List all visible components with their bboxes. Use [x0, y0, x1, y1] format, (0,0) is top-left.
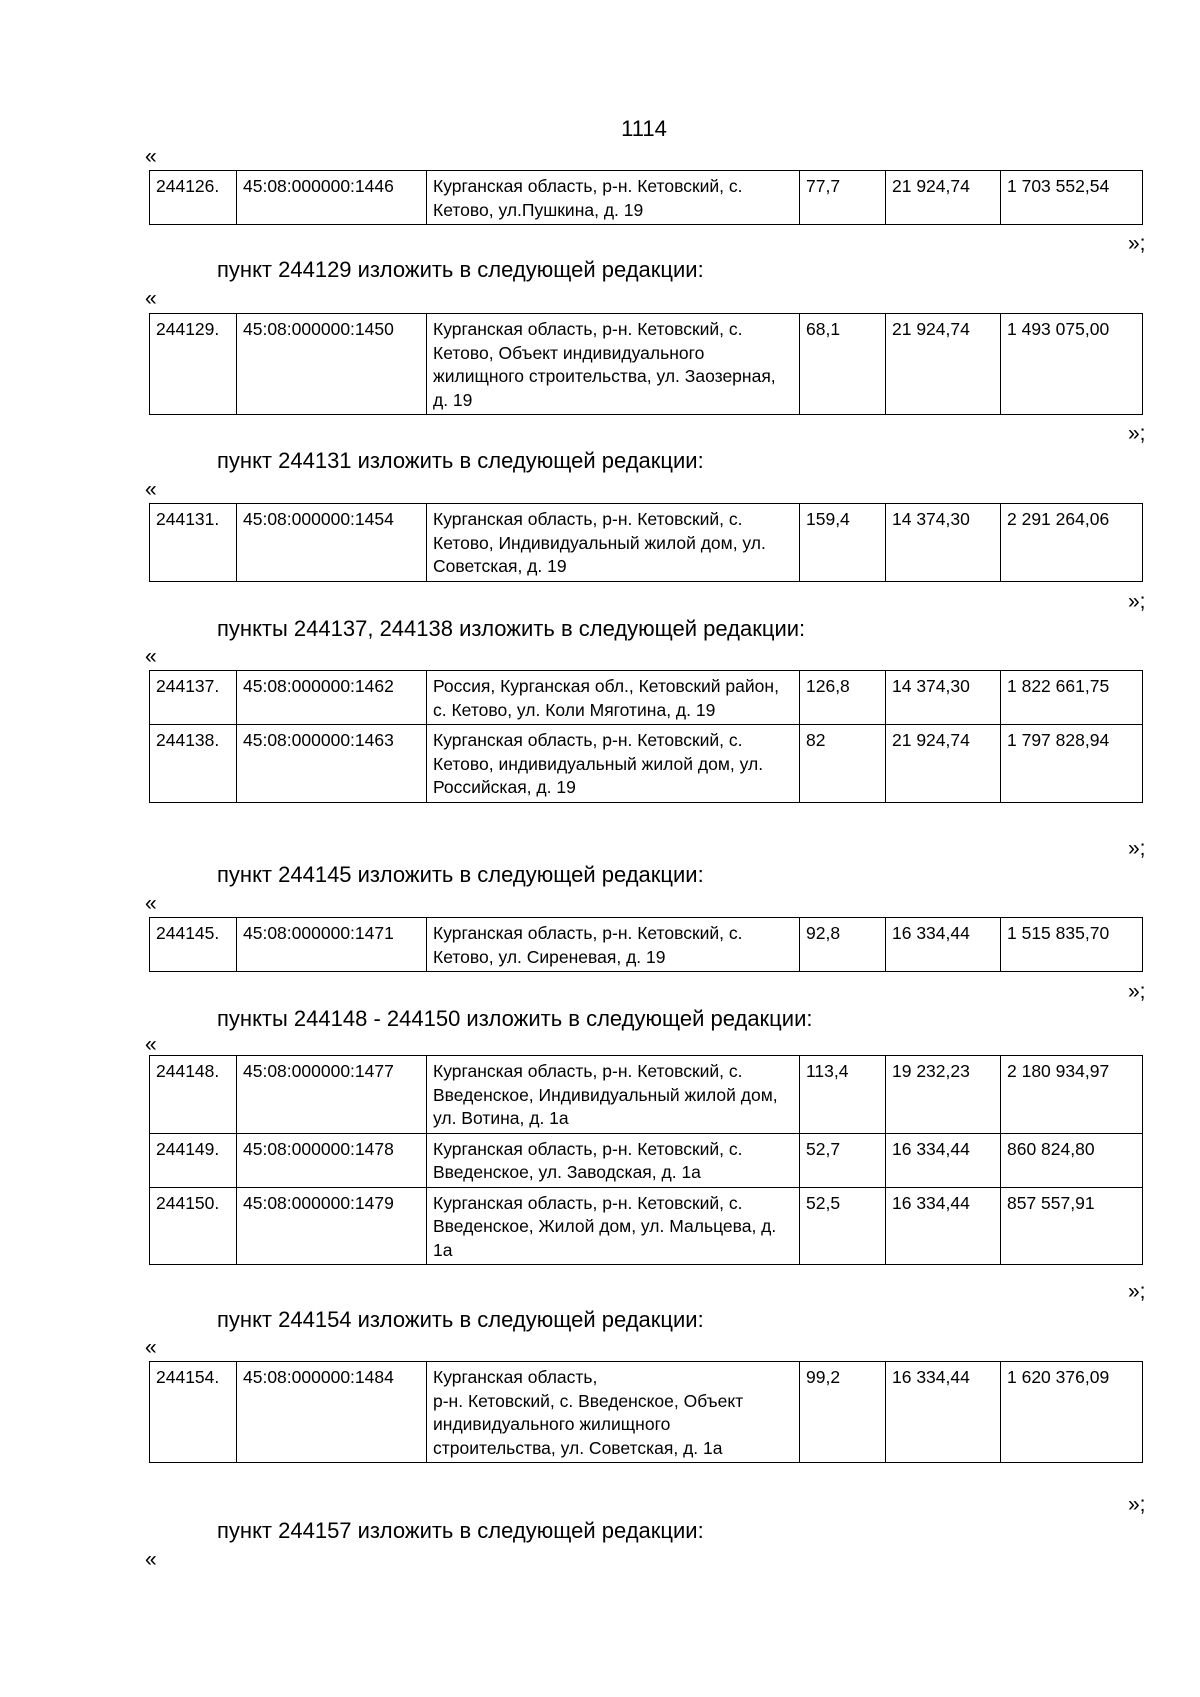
amendment-paragraph: пункт 244129 изложить в следующей редакции: — [217, 257, 704, 282]
rate: 19 232,23 — [886, 1056, 1001, 1134]
table-row — [150, 725, 1143, 803]
item-number: 244145. — [150, 918, 237, 972]
closing-quote: »; — [1128, 232, 1146, 255]
table-row — [150, 1133, 1143, 1187]
cadastral-value: 1 515 835,70 — [1001, 918, 1143, 972]
address: Курганская область, р-н. Кетовский, с. Введенское, Индивидуальный жилой дом, ул. Вотина, д. 1а — [427, 1056, 800, 1134]
table-row — [150, 504, 1143, 582]
amendment-paragraph: пункт 244157 изложить в следующей редакции: — [217, 1518, 704, 1543]
amendment-paragraph: пункт 244154 изложить в следующей редакции: — [217, 1307, 704, 1332]
address: Курганская область, р-н. Кетовский, с. Введенское, Объект индивидуального жилищного строительства, ул. Советская, д. 1а — [427, 1362, 800, 1463]
amendment-paragraph: пункт 244145 изложить в следующей редакции: — [217, 862, 704, 887]
area: 159,4 — [800, 504, 886, 582]
cadastral-value: 857 557,91 — [1001, 1187, 1143, 1265]
area: 82 — [800, 725, 886, 803]
closing-quote: »; — [1128, 1280, 1146, 1303]
table-row — [150, 171, 1143, 225]
opening-quote: « — [145, 145, 157, 168]
table-row — [150, 918, 1143, 972]
record-table — [149, 503, 1143, 582]
closing-quote: »; — [1128, 422, 1146, 445]
cadastral-number: 45:08:000000:1477 — [237, 1056, 427, 1134]
cadastral-number: 45:08:000000:1446 — [237, 171, 427, 225]
record-table — [149, 917, 1143, 972]
amendment-paragraph: пункты 244137, 244138 изложить в следующей редакции: — [217, 616, 806, 641]
table-row — [150, 1362, 1143, 1463]
cadastral-value: 1 797 828,94 — [1001, 725, 1143, 803]
cadastral-number: 45:08:000000:1463 — [237, 725, 427, 803]
area: 52,7 — [800, 1133, 886, 1187]
opening-quote: « — [145, 892, 157, 915]
closing-quote: »; — [1128, 590, 1146, 613]
record-table — [149, 1361, 1143, 1463]
rate: 21 924,74 — [886, 171, 1001, 225]
address: Курганская область, р-н. Кетовский, с. Кетово, Объект индивидуального жилищного строительства, ул. Заозерная, д. 19 — [427, 314, 800, 415]
table-row — [150, 671, 1143, 725]
closing-quote: »; — [1128, 980, 1146, 1003]
page-number: 1114 — [621, 116, 667, 141]
closing-quote: »; — [1128, 837, 1146, 860]
area: 68,1 — [800, 314, 886, 415]
rate: 14 374,30 — [886, 504, 1001, 582]
item-number: 244150. — [150, 1187, 237, 1265]
opening-quote: « — [145, 1548, 157, 1571]
item-number: 244154. — [150, 1362, 237, 1463]
item-number: 244137. — [150, 671, 237, 725]
table-row — [150, 1187, 1143, 1265]
item-number: 244148. — [150, 1056, 237, 1134]
address: Курганская область, р-н. Кетовский, с. Кетово, Индивидуальный жилой дом, ул. Советская, д. 19 — [427, 504, 800, 582]
item-number: 244149. — [150, 1133, 237, 1187]
rate: 16 334,44 — [886, 1133, 1001, 1187]
address: Россия, Курганская обл., Кетовский район, с. Кетово, ул. Коли Мяготина, д. 19 — [427, 671, 800, 725]
address: Курганская область, р-н. Кетовский, с. Кетово, ул.Пушкина, д. 19 — [427, 171, 800, 225]
area: 52,5 — [800, 1187, 886, 1265]
opening-quote: « — [145, 1033, 157, 1056]
area: 77,7 — [800, 171, 886, 225]
cadastral-value: 1 703 552,54 — [1001, 171, 1143, 225]
rate: 14 374,30 — [886, 671, 1001, 725]
record-table — [149, 670, 1143, 803]
cadastral-value: 1 493 075,00 — [1001, 314, 1143, 415]
cadastral-value: 2 291 264,06 — [1001, 504, 1143, 582]
amendment-paragraph: пункты 244148 - 244150 изложить в следующей редакции: — [217, 1006, 813, 1031]
cadastral-number: 45:08:000000:1484 — [237, 1362, 427, 1463]
closing-quote: »; — [1128, 1493, 1146, 1516]
opening-quote: « — [145, 478, 157, 501]
rate: 16 334,44 — [886, 1187, 1001, 1265]
item-number: 244126. — [150, 171, 237, 225]
cadastral-number: 45:08:000000:1478 — [237, 1133, 427, 1187]
address: Курганская область, р-н. Кетовский, с. Введенское, ул. Заводская, д. 1а — [427, 1133, 800, 1187]
table-row — [150, 314, 1143, 415]
rate: 21 924,74 — [886, 314, 1001, 415]
area: 126,8 — [800, 671, 886, 725]
rate: 16 334,44 — [886, 918, 1001, 972]
table-row — [150, 1056, 1143, 1134]
amendment-paragraph: пункт 244131 изложить в следующей редакции: — [217, 448, 704, 473]
address: Курганская область, р-н. Кетовский, с. Кетово, индивидуальный жилой дом, ул. Российская, д. 19 — [427, 725, 800, 803]
opening-quote: « — [145, 287, 157, 310]
area: 113,4 — [800, 1056, 886, 1134]
record-table — [149, 1055, 1143, 1265]
record-table — [149, 170, 1143, 225]
cadastral-value: 2 180 934,97 — [1001, 1056, 1143, 1134]
item-number: 244138. — [150, 725, 237, 803]
opening-quote: « — [145, 645, 157, 668]
area: 92,8 — [800, 918, 886, 972]
address: Курганская область, р-н. Кетовский, с. Введенское, Жилой дом, ул. Мальцева, д. 1а — [427, 1187, 800, 1265]
area: 99,2 — [800, 1362, 886, 1463]
cadastral-number: 45:08:000000:1450 — [237, 314, 427, 415]
item-number: 244131. — [150, 504, 237, 582]
cadastral-value: 860 824,80 — [1001, 1133, 1143, 1187]
cadastral-number: 45:08:000000:1471 — [237, 918, 427, 972]
cadastral-number: 45:08:000000:1462 — [237, 671, 427, 725]
opening-quote: « — [145, 1336, 157, 1359]
rate: 21 924,74 — [886, 725, 1001, 803]
address: Курганская область, р-н. Кетовский, с. Кетово, ул. Сиреневая, д. 19 — [427, 918, 800, 972]
cadastral-value: 1 822 661,75 — [1001, 671, 1143, 725]
item-number: 244129. — [150, 314, 237, 415]
cadastral-number: 45:08:000000:1454 — [237, 504, 427, 582]
record-table — [149, 313, 1143, 415]
cadastral-value: 1 620 376,09 — [1001, 1362, 1143, 1463]
rate: 16 334,44 — [886, 1362, 1001, 1463]
cadastral-number: 45:08:000000:1479 — [237, 1187, 427, 1265]
